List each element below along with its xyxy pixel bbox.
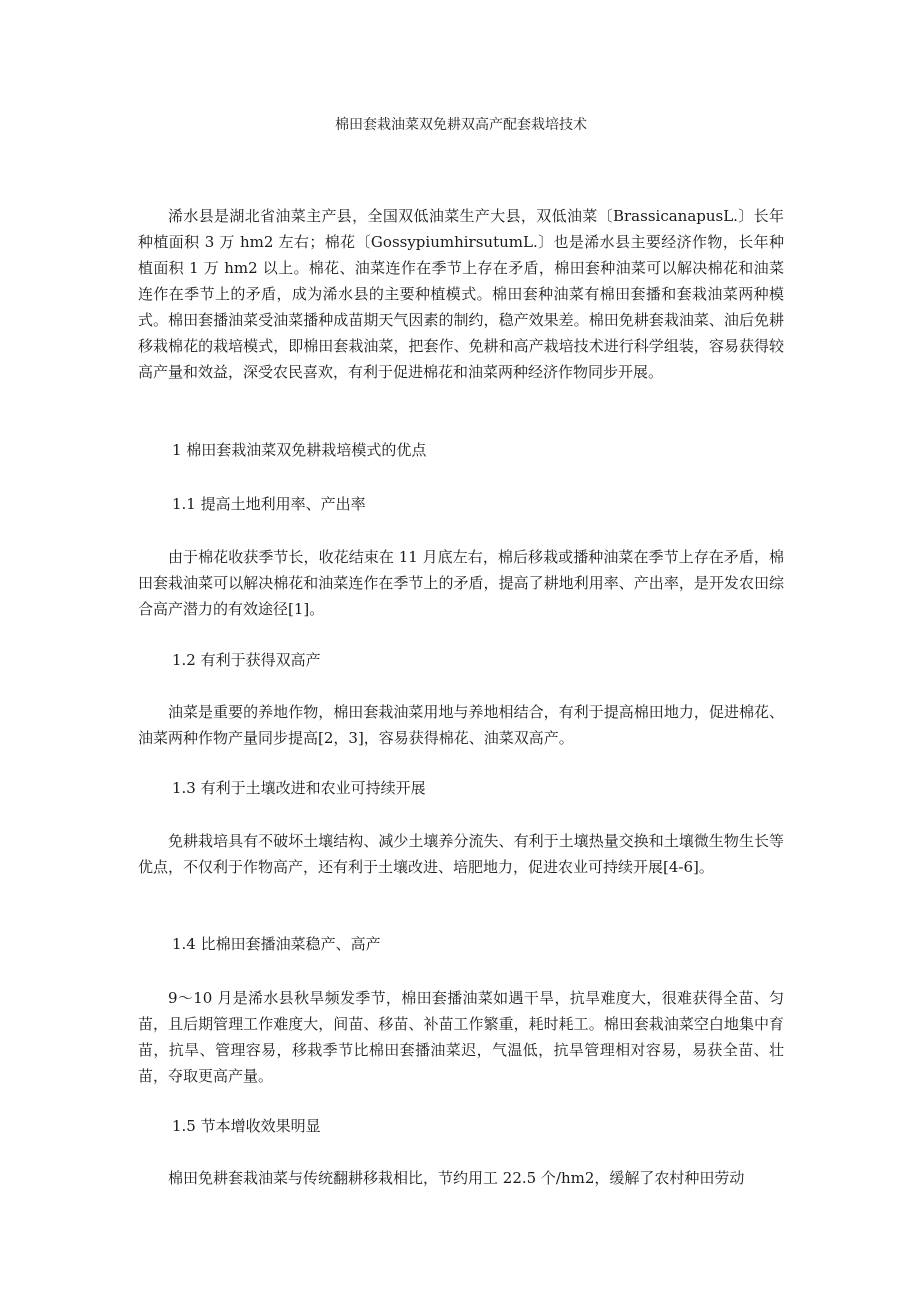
- paragraph-1-5: 棉田免耕套栽油菜与传统翻耕移栽相比，节约用工 22.5 个/hm2，缓解了农村种田劳动: [168, 1169, 745, 1187]
- paragraph-1-4: 9～10 月是浠水县秋旱频发季节，棉田套播油菜如遇干旱，抗旱难度大，很难获得全苗、匀苗，且后期管理工作难度大，间苗、移苗、补苗工作繁重，耗时耗工。棉田套栽油菜空白地集中育苗，抗旱、管理容易，移栽季节比棉田套播油菜迟，气温低，抗旱管理相对容易，易获全苗、壮苗，夺取更高产量。: [138, 989, 784, 1085]
- paragraph-1-3: 免耕栽培具有不破坏土壤结构、减少土壤养分流失、有利于土壤热量交换和土壤微生物生长等优点，不仅利于作物高产，还有利于土壤改进、培肥地力，促进农业可持续开展[4-6]。: [138, 832, 784, 876]
- section-heading-1-4: 1.4 比棉田套播油菜稳产、高产: [172, 935, 381, 953]
- intro-paragraph: 浠水县是湖北省油菜主产县，全国双低油菜生产大县，双低油菜〔BrassicanapusL.〕长年种植面积 3 万 hm2 左右；棉花〔GossypiumhirsutumL.〕也是浠水县主要经济作物，长年种植面积 1 万 hm2 以上。棉花、油菜连作在季节上存在矛盾，棉田套种油菜可以解决棉花和油菜连作在季节上的矛盾，成为浠水县的主要种植模式。棉田套种油菜有棉田套播和套栽油菜两种模式。棉田套播油菜受油菜播种成苗期天气因素的制约，稳产效果差。棉田免耕套栽油菜、油后免耕移栽棉花的栽培模式，即棉田套栽油菜，把套作、免耕和高产栽培技术进行科学组装，容易获得较高产量和效益，深受农民喜欢，有利于促进棉花和油菜两种经济作物同步开展。: [138, 207, 784, 381]
- section-heading-1-1: 1.1 提高土地利用率、产出率: [172, 495, 366, 513]
- paragraph-1-1: 由于棉花收获季节长，收花结束在 11 月底左右，棉后移栽或播种油菜在季节上存在矛盾，棉田套栽油菜可以解决棉花和油菜连作在季节上的矛盾，提高了耕地利用率、产出率，是开发农田综合高产潜力的有效途径[1]。: [138, 548, 784, 618]
- section-heading-1-2: 1.2 有利于获得双高产: [172, 651, 321, 669]
- document-title: 棉田套栽油菜双免耕双高产配套栽培技术: [335, 117, 587, 133]
- section-heading-1-5: 1.5 节本增收效果明显: [172, 1117, 321, 1135]
- section-heading-1: 1 棉田套栽油菜双免耕栽培模式的优点: [172, 441, 427, 459]
- paragraph-1-2: 油菜是重要的养地作物，棉田套栽油菜用地与养地相结合，有利于提高棉田地力，促进棉花、油菜两种作物产量同步提高[2，3]，容易获得棉花、油菜双高产。: [138, 703, 784, 747]
- section-heading-1-3: 1.3 有利于土壤改进和农业可持续开展: [172, 779, 426, 797]
